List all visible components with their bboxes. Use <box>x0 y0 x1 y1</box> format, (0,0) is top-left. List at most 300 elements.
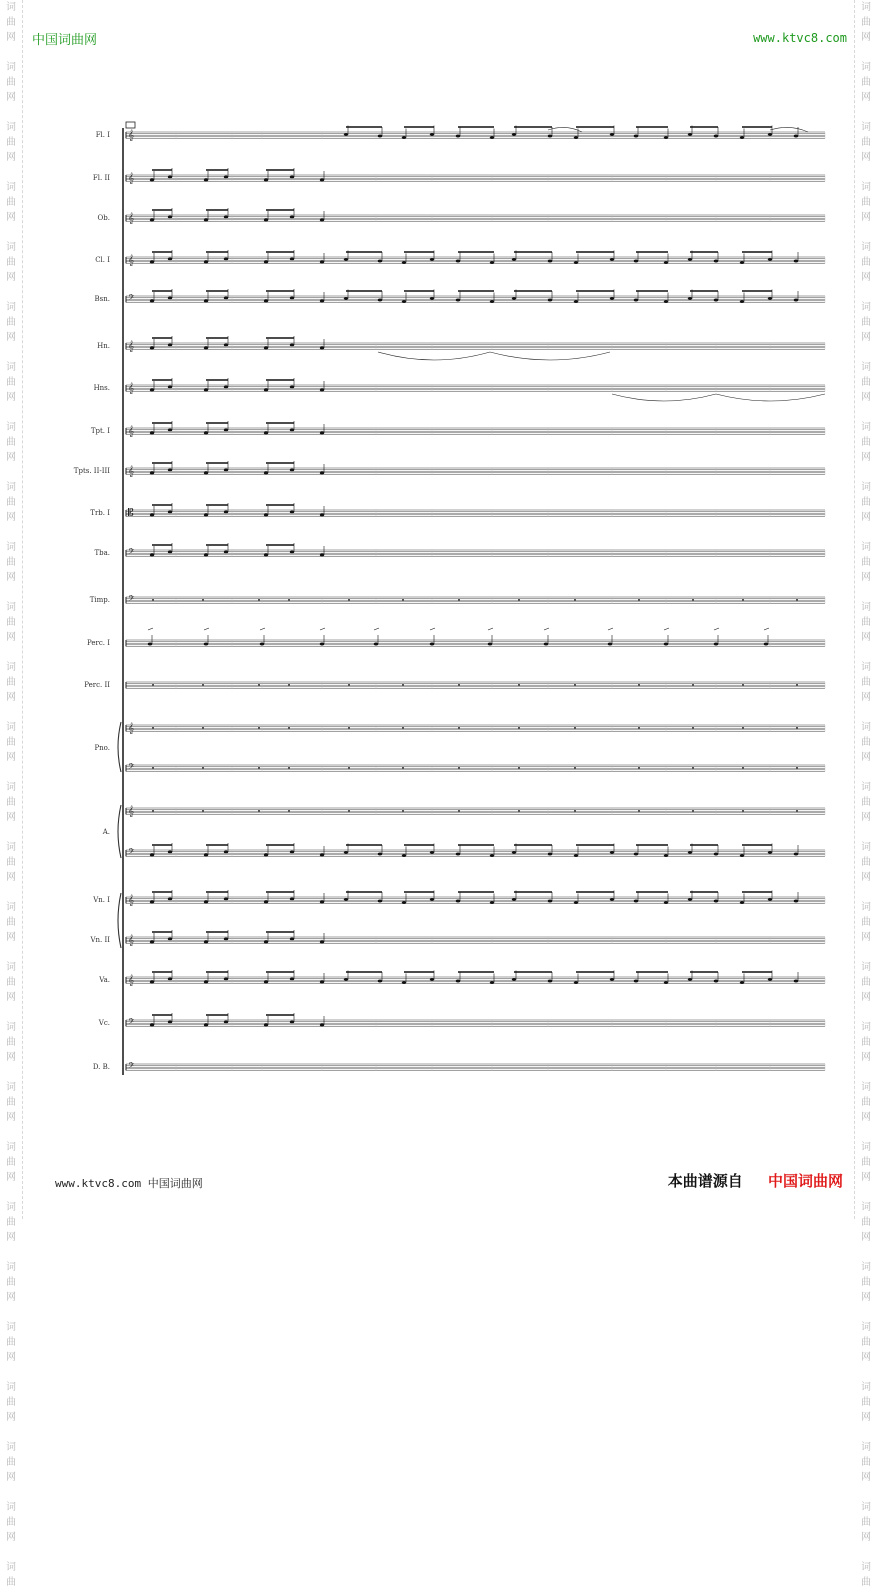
instrument-label: Vn. I <box>93 896 110 904</box>
note-head <box>264 941 268 944</box>
rest <box>742 767 744 769</box>
footer-source <box>668 1170 843 1191</box>
staff <box>126 763 825 774</box>
rest <box>574 599 576 601</box>
note-head <box>688 851 692 854</box>
note-head <box>402 901 406 904</box>
rest <box>152 684 154 686</box>
note-head <box>512 851 516 854</box>
brace <box>118 893 121 948</box>
note-head <box>488 643 492 646</box>
note-head <box>320 554 324 557</box>
note-head <box>320 219 324 222</box>
note-head <box>344 297 348 300</box>
note-head <box>264 219 268 222</box>
note-head <box>664 643 668 646</box>
note-head <box>610 133 614 136</box>
note-head <box>574 300 578 303</box>
instrument-label: Perc. II <box>84 681 110 689</box>
rest <box>796 767 798 769</box>
staff <box>126 1018 825 1029</box>
note-head <box>490 300 494 303</box>
footer-source-site[interactable]: 中国词曲网 <box>767 1172 843 1190</box>
note-head <box>544 643 548 646</box>
note-head <box>204 643 208 646</box>
rest <box>574 810 576 812</box>
staff <box>126 465 825 477</box>
note-head <box>344 133 348 136</box>
rest <box>692 684 694 686</box>
instrument-label: Vn. II <box>90 936 110 944</box>
rest <box>402 767 404 769</box>
note-head <box>204 514 208 517</box>
note-head <box>402 136 406 139</box>
note-head <box>574 136 578 139</box>
note-head <box>264 347 268 350</box>
clef-icon: 𝄞 <box>128 895 134 906</box>
note-head <box>548 135 552 138</box>
brace <box>118 805 121 858</box>
staff <box>126 340 825 352</box>
note-head <box>490 901 494 904</box>
note-head <box>548 299 552 302</box>
footer-site-name[interactable]: 中国词曲网 <box>147 1177 203 1190</box>
note-head <box>378 900 382 903</box>
note-head <box>634 260 638 263</box>
instrument-label: Hn. <box>97 342 110 350</box>
tie <box>612 394 716 401</box>
rest <box>202 767 204 769</box>
rest <box>258 599 260 601</box>
note-head <box>290 216 294 219</box>
instrument-label: Vc. <box>98 1019 110 1027</box>
note-head <box>378 853 382 856</box>
staff <box>126 1062 825 1073</box>
instrument-label: Cl. I <box>95 256 110 264</box>
note-head <box>714 135 718 138</box>
staff <box>126 382 825 394</box>
note-head <box>204 981 208 984</box>
note-head <box>224 258 228 261</box>
note-head <box>224 386 228 389</box>
note-head <box>344 258 348 261</box>
note-head <box>490 981 494 984</box>
rest <box>692 810 694 812</box>
rest <box>152 810 154 812</box>
note-head <box>378 980 382 983</box>
clef-icon: 𝄞 <box>128 723 134 734</box>
note-head <box>204 347 208 350</box>
staff <box>126 507 825 519</box>
note-head <box>740 261 744 264</box>
rest <box>288 767 290 769</box>
note-head <box>264 981 268 984</box>
staff <box>126 172 825 184</box>
note-head <box>168 216 172 219</box>
note-head <box>148 643 152 646</box>
note-head <box>264 300 268 303</box>
note-head <box>224 344 228 347</box>
note-head <box>168 429 172 432</box>
note-head <box>320 643 324 646</box>
rest <box>742 599 744 601</box>
rest <box>152 727 154 729</box>
note-head <box>548 853 552 856</box>
rest <box>742 810 744 812</box>
staff <box>126 682 825 688</box>
note-head <box>714 980 718 983</box>
slur <box>770 127 808 132</box>
note-head <box>150 389 154 392</box>
note-head <box>740 136 744 139</box>
note-head <box>456 135 460 138</box>
note-head <box>490 261 494 264</box>
note-head <box>430 643 434 646</box>
accent-mark <box>204 628 209 630</box>
note-head <box>490 136 494 139</box>
note-head <box>168 297 172 300</box>
note-head <box>768 978 772 981</box>
note-head <box>320 514 324 517</box>
note-head <box>768 133 772 136</box>
note-head <box>664 136 668 139</box>
note-head <box>430 978 434 981</box>
accent-mark <box>488 628 493 630</box>
note-head <box>150 300 154 303</box>
note-head <box>320 901 324 904</box>
note-head <box>320 854 324 857</box>
clef-icon: 𝄞 <box>128 426 134 437</box>
note-head <box>378 135 382 138</box>
header-site-url[interactable]: www.ktvc8.com <box>753 31 847 45</box>
rest <box>288 599 290 601</box>
rest <box>692 599 694 601</box>
instrument-label: Fl. I <box>95 131 110 139</box>
note-head <box>290 1021 294 1024</box>
note-head <box>664 300 668 303</box>
staff <box>126 722 825 734</box>
note-head <box>512 898 516 901</box>
note-head <box>204 901 208 904</box>
clef-icon: 𝄞 <box>128 130 134 141</box>
staff <box>126 934 825 946</box>
note-head <box>402 981 406 984</box>
rest <box>742 727 744 729</box>
note-head <box>150 347 154 350</box>
accent-mark <box>664 628 669 630</box>
note-head <box>714 260 718 263</box>
note-head <box>264 472 268 475</box>
clef-icon: 𝄞 <box>128 173 134 184</box>
note-head <box>168 176 172 179</box>
note-head <box>320 981 324 984</box>
rest <box>458 810 460 812</box>
note-head <box>664 854 668 857</box>
note-head <box>168 938 172 941</box>
note-head <box>634 299 638 302</box>
note-head <box>456 900 460 903</box>
rest <box>518 810 520 812</box>
accent-mark <box>320 628 325 630</box>
note-head <box>204 1024 208 1027</box>
staff <box>126 254 825 266</box>
instrument-label: Bsn. <box>94 295 110 303</box>
clef-icon: 𝄞 <box>128 255 134 266</box>
note-head <box>320 179 324 182</box>
rest <box>458 599 460 601</box>
note-head <box>224 429 228 432</box>
note-head <box>264 261 268 264</box>
note-head <box>344 898 348 901</box>
note-head <box>794 980 798 983</box>
note-head <box>204 854 208 857</box>
note-head <box>150 472 154 475</box>
note-head <box>264 179 268 182</box>
rest <box>202 810 204 812</box>
note-head <box>714 299 718 302</box>
note-head <box>794 260 798 263</box>
note-head <box>610 297 614 300</box>
rest <box>348 727 350 729</box>
note-head <box>168 386 172 389</box>
rest <box>518 684 520 686</box>
rest <box>638 767 640 769</box>
note-head <box>456 299 460 302</box>
note-head <box>512 978 516 981</box>
instrument-label: D. B. <box>92 1063 110 1071</box>
note-head <box>768 297 772 300</box>
note-head <box>794 135 798 138</box>
instrument-label: Timp. <box>89 596 110 604</box>
instrument-label: Pno. <box>94 744 110 752</box>
note-head <box>402 261 406 264</box>
brace <box>118 722 121 772</box>
note-head <box>768 898 772 901</box>
note-head <box>168 258 172 261</box>
note-head <box>264 854 268 857</box>
rest <box>402 599 404 601</box>
tie <box>490 352 610 360</box>
rest <box>288 727 290 729</box>
note-head <box>290 344 294 347</box>
note-head <box>794 900 798 903</box>
clef-icon: 𝄞 <box>128 975 134 986</box>
note-head <box>764 643 768 646</box>
note-head <box>290 511 294 514</box>
accent-mark <box>260 628 265 630</box>
note-head <box>688 297 692 300</box>
instrument-label: Trb. I <box>90 509 110 517</box>
staff <box>126 212 825 224</box>
note-head <box>512 258 516 261</box>
note-head <box>794 853 798 856</box>
rest <box>796 599 798 601</box>
note-head <box>794 299 798 302</box>
rest <box>638 684 640 686</box>
note-head <box>264 432 268 435</box>
note-head <box>512 297 516 300</box>
note-head <box>768 258 772 261</box>
note-head <box>224 551 228 554</box>
footer-url[interactable] <box>55 1175 203 1191</box>
note-head <box>320 389 324 392</box>
note-head <box>740 901 744 904</box>
header-site-name[interactable]: 中国词曲网 <box>32 33 98 48</box>
note-head <box>430 258 434 261</box>
rest <box>796 684 798 686</box>
note-head <box>290 978 294 981</box>
rest <box>518 767 520 769</box>
note-head <box>320 941 324 944</box>
note-head <box>610 258 614 261</box>
instrument-label: Hns. <box>93 384 110 392</box>
note-head <box>150 854 154 857</box>
rest <box>258 727 260 729</box>
staff <box>126 894 825 906</box>
accent-mark <box>544 628 549 630</box>
staff <box>126 974 825 986</box>
note-head <box>204 432 208 435</box>
note-head <box>290 258 294 261</box>
note-head <box>224 511 228 514</box>
footer-url-text[interactable]: www.ktvc8.com <box>55 1177 142 1190</box>
note-head <box>512 133 516 136</box>
accent-mark <box>714 628 719 630</box>
rest <box>348 599 350 601</box>
rest <box>258 684 260 686</box>
note-head <box>740 981 744 984</box>
note-head <box>264 514 268 517</box>
note-head <box>714 900 718 903</box>
note-head <box>430 851 434 854</box>
note-head <box>168 851 172 854</box>
rest <box>458 767 460 769</box>
note-head <box>224 851 228 854</box>
note-head <box>150 554 154 557</box>
instrument-label: Tpts. II-III <box>73 467 110 475</box>
note-head <box>320 1024 324 1027</box>
instrument-label: Perc. I <box>86 639 110 647</box>
note-head <box>204 179 208 182</box>
note-head <box>150 981 154 984</box>
note-head <box>344 851 348 854</box>
note-head <box>768 851 772 854</box>
note-head <box>688 133 692 136</box>
note-head <box>150 941 154 944</box>
accent-mark <box>430 628 435 630</box>
rest <box>402 727 404 729</box>
note-head <box>168 469 172 472</box>
note-head <box>264 1024 268 1027</box>
accent-mark <box>608 628 613 630</box>
note-head <box>150 219 154 222</box>
note-head <box>548 900 552 903</box>
rest <box>258 767 260 769</box>
clef-icon: 𝄢 <box>128 595 135 606</box>
note-head <box>344 978 348 981</box>
note-head <box>688 898 692 901</box>
note-head <box>490 854 494 857</box>
note-head <box>290 297 294 300</box>
note-head <box>548 980 552 983</box>
instrument-label: Va. <box>99 976 110 984</box>
note-head <box>740 854 744 857</box>
staff <box>126 294 825 305</box>
rest <box>638 727 640 729</box>
clef-icon: 𝄢 <box>128 1018 135 1029</box>
note-head <box>168 898 172 901</box>
rest <box>348 810 350 812</box>
note-head <box>402 300 406 303</box>
note-head <box>264 554 268 557</box>
note-head <box>224 1021 228 1024</box>
note-head <box>168 1021 172 1024</box>
note-head <box>290 386 294 389</box>
watermark-right: 词 曲 网 词 曲 网 词 曲 网 词 曲 网 词 曲 网 词 曲 网 词 曲 网 词 曲 网 词 曲 网 词 曲 网 词 曲 网 词 曲 网 词 曲 网 词 曲 网 词 曲 网 词 曲 网 词 曲 网 词 曲 网 词 曲 网 词 曲 网 词 曲 网 词 曲 网 词 曲 网 词 曲 网 词 曲 网 词 曲 网 词 曲 <box>854 0 877 1219</box>
rest <box>288 810 290 812</box>
instrument-label: Ob. <box>97 214 110 222</box>
note-head <box>574 901 578 904</box>
clef-icon: 𝄞 <box>128 466 134 477</box>
note-head <box>264 901 268 904</box>
note-head <box>224 297 228 300</box>
instrument-label: Tpt. I <box>90 427 110 435</box>
note-head <box>290 429 294 432</box>
staff <box>126 129 825 141</box>
rest <box>202 599 204 601</box>
note-head <box>664 901 668 904</box>
rest <box>742 684 744 686</box>
clef-icon: 𝄢 <box>128 848 135 859</box>
note-head <box>430 297 434 300</box>
note-head <box>320 347 324 350</box>
accent-mark <box>374 628 379 630</box>
note-head <box>204 554 208 557</box>
note-head <box>150 432 154 435</box>
rest <box>518 599 520 601</box>
staff <box>126 595 825 606</box>
note-head <box>634 853 638 856</box>
rest <box>202 727 204 729</box>
rest <box>402 810 404 812</box>
staff <box>126 425 825 437</box>
tie <box>716 394 825 401</box>
note-head <box>688 258 692 261</box>
rest <box>638 810 640 812</box>
note-head <box>290 176 294 179</box>
note-head <box>320 432 324 435</box>
rest <box>152 599 154 601</box>
note-head <box>610 978 614 981</box>
rest <box>574 727 576 729</box>
note-head <box>168 551 172 554</box>
note-head <box>548 260 552 263</box>
staff <box>126 848 825 859</box>
note-head <box>402 854 406 857</box>
watermark-left: 词 曲 网 词 曲 网 词 曲 网 词 曲 网 词 曲 网 词 曲 网 词 曲 网 词 曲 网 词 曲 网 词 曲 网 词 曲 网 词 曲 网 词 曲 网 词 曲 网 词 曲 网 词 曲 网 词 曲 网 词 曲 网 词 曲 网 词 曲 网 词 曲 网 词 曲 网 词 曲 网 词 曲 网 词 曲 网 词 曲 网 词 曲 <box>0 0 23 1219</box>
note-head <box>168 978 172 981</box>
accent-mark <box>148 628 153 630</box>
note-head <box>608 643 612 646</box>
note-head <box>574 261 578 264</box>
note-head <box>456 980 460 983</box>
rest <box>458 684 460 686</box>
clef-icon: 𝄢 <box>128 294 135 305</box>
rest <box>202 684 204 686</box>
note-head <box>290 469 294 472</box>
note-head <box>688 978 692 981</box>
note-head <box>634 900 638 903</box>
